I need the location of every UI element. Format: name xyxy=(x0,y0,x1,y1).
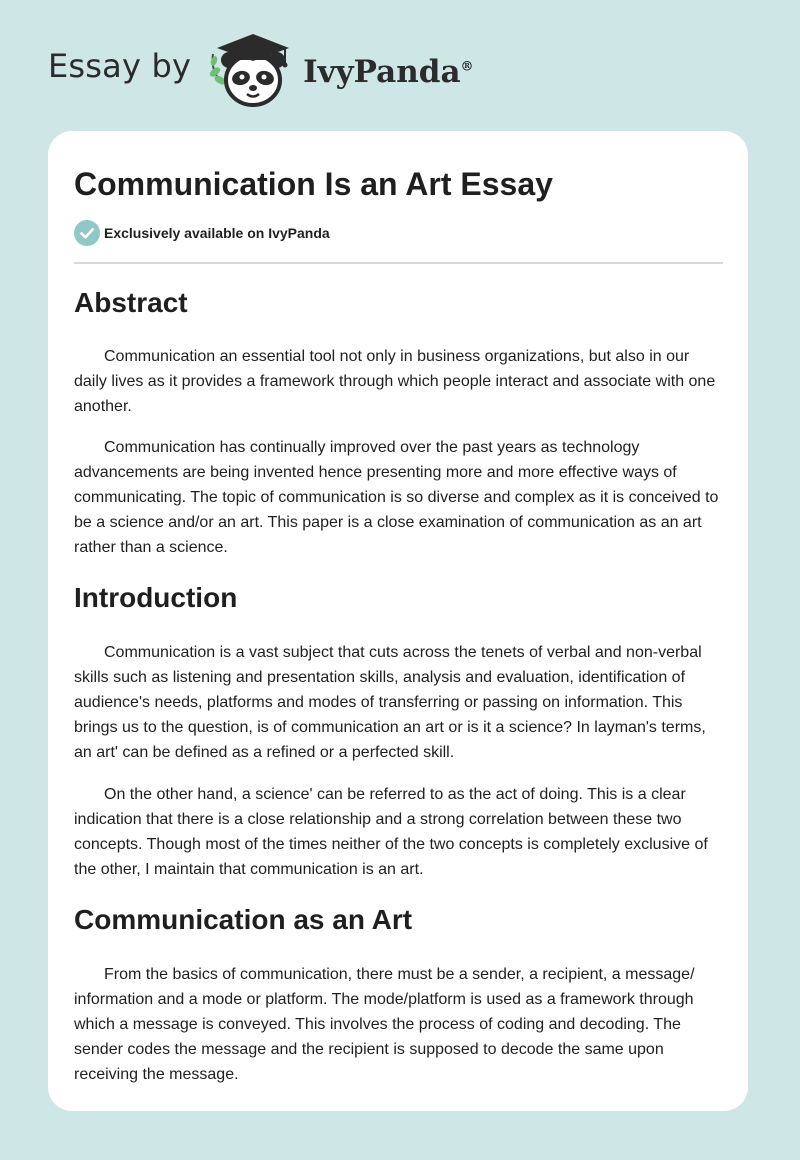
paragraph: Communication is a vast subject that cuts across the tenets of verbal and non-verbal skills such as listening and presentation skills, analysis and evaluation, identification of audience's needs, platforms and modes of transferring or passing on information. This brings us to the question, is of communication an art or is it a science? In layman's terms, an art' can be defined as a refined or a perfected skill. xyxy=(74,644,706,761)
exclusive-badge xyxy=(74,220,723,246)
checkmark-circle-icon xyxy=(74,220,100,246)
exclusive-badge-text: Exclusively available on IvyPanda xyxy=(104,225,330,241)
section-abstract xyxy=(74,286,723,560)
section-introduction xyxy=(74,581,723,882)
site-header xyxy=(48,28,474,112)
paragraph: On the other hand, a science' can be referred to as the act of doing. This is a clear indication that there is a close relationship and a strong correlation between these two concepts. Though most of the times neither of the two concepts is completely exclusive of the other, I maintain that communication is an art. xyxy=(74,786,708,878)
brand-prefix: Essay by xyxy=(48,47,192,85)
section-heading: Communication as an Art xyxy=(74,904,413,935)
brand-name-text: IvyPanda xyxy=(303,54,461,90)
title-divider xyxy=(74,262,723,264)
brand-name[interactable] xyxy=(303,54,473,90)
paragraph: From the basics of communication, there must be a sender, a recipient, a message/ information and a mode or platform. The mode/platform is used as a framework through which a message is conveyed. This involves the process of coding and decoding. The sender codes the message and the recipient is supposed to decode the same upon receiving the message. xyxy=(74,966,695,1083)
paragraph: Communication has continually improved over the past years as technology advancements are being invented hence presenting more and more effective ways of communicating. The topic of communication is so diverse and complex as it is conceived to be a science and/or an art. This paper is a close examination of communication as an art rather than a science. xyxy=(74,439,719,556)
essay-card xyxy=(48,131,748,1111)
essay-title: Communication Is an Art Essay xyxy=(74,166,553,202)
panda-graduate-icon[interactable] xyxy=(205,28,301,112)
section-heading: Introduction xyxy=(74,582,238,613)
section-communication-as-an-art xyxy=(74,903,723,1087)
registered-mark: ® xyxy=(460,59,474,75)
paragraph: Communication an essential tool not only in business organizations, but also in our daily lives as it provides a framework through which people interact and associate with one another. xyxy=(74,348,716,415)
section-heading: Abstract xyxy=(74,287,188,318)
